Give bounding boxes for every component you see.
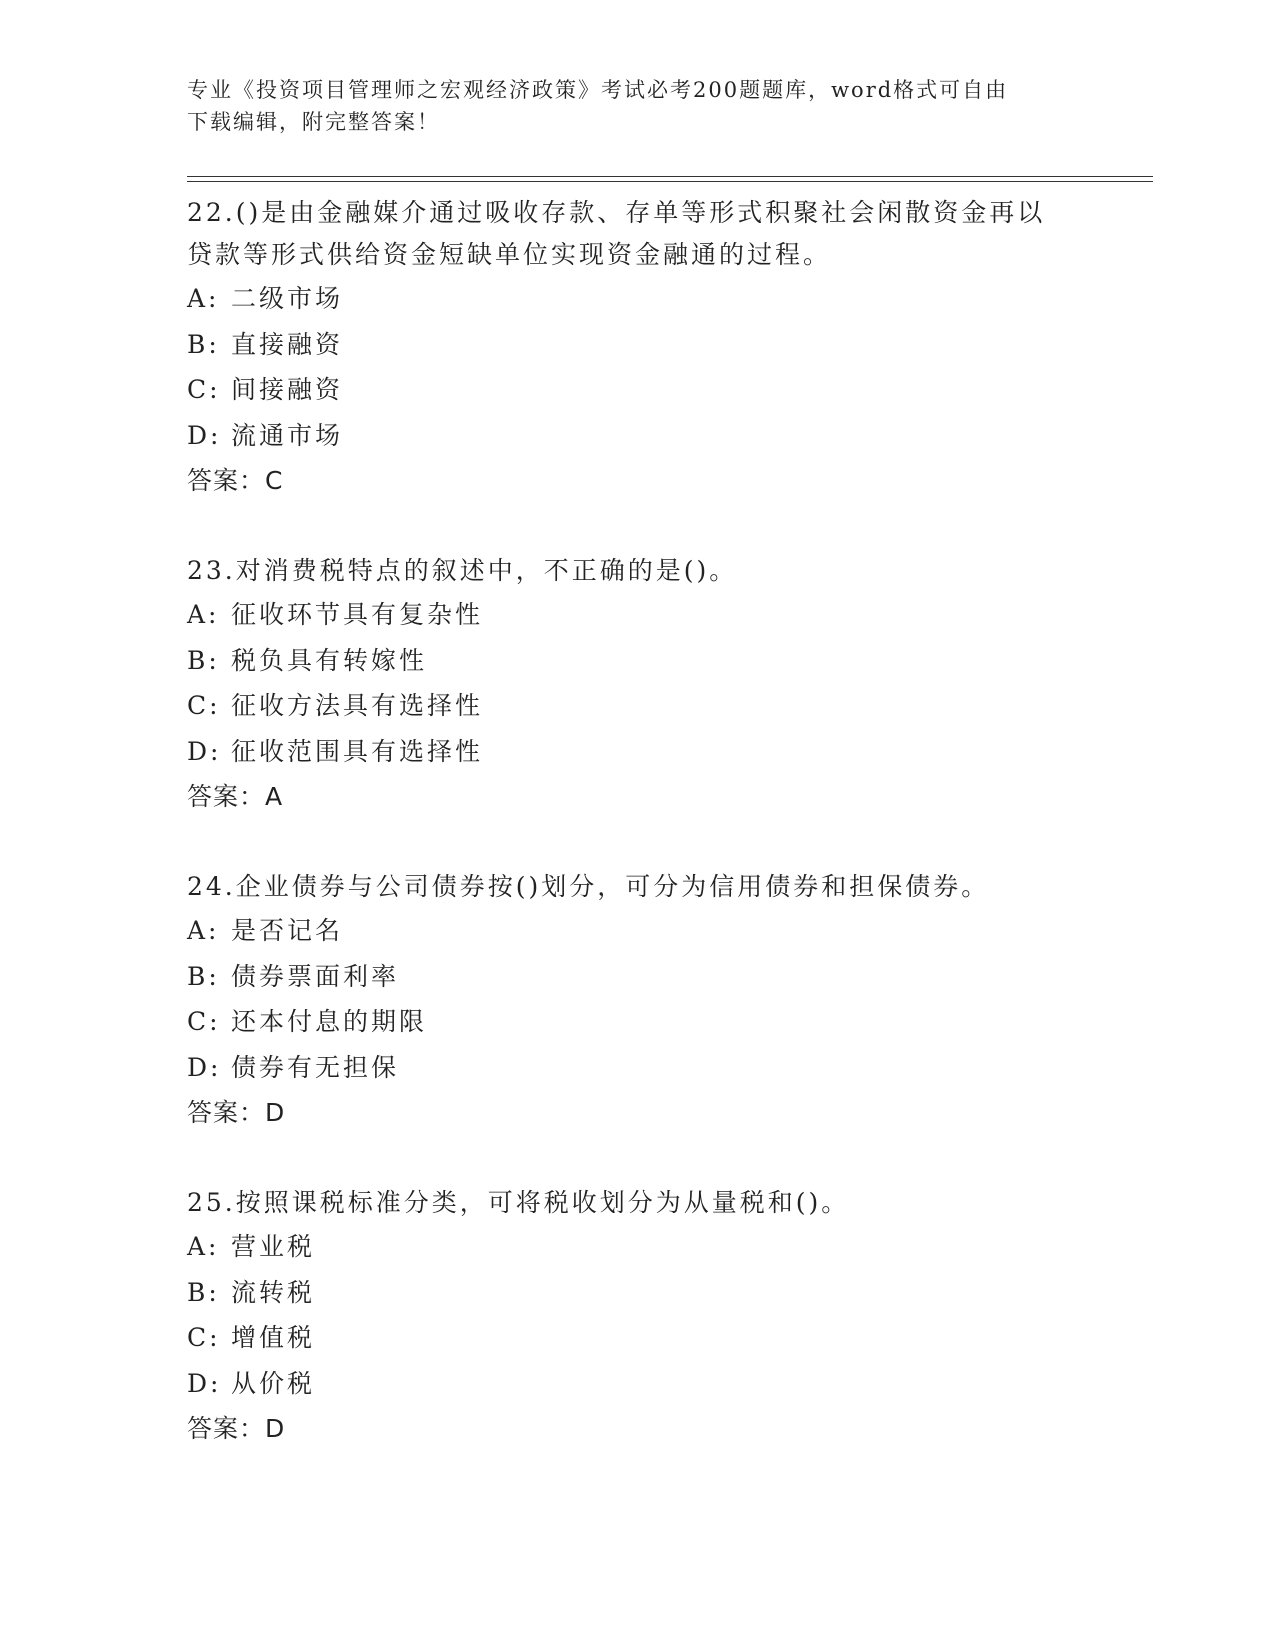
question-22: [187, 190, 1087, 503]
option-text: 间接融资: [231, 375, 344, 404]
question-spacer: [187, 819, 1087, 864]
question-list: [187, 190, 1087, 1451]
option-text: 征收范围具有选择性: [231, 736, 484, 766]
document-header: [187, 74, 1067, 138]
option-key: D:: [187, 736, 222, 766]
option-text: 债券票面利率: [231, 961, 400, 991]
answer-label: 答案：A: [187, 782, 284, 811]
option-d: [187, 413, 1087, 459]
option-b: [187, 322, 1087, 368]
option-key: A:: [187, 284, 220, 313]
option-key: C:: [187, 1323, 221, 1352]
option-a: [187, 592, 1087, 638]
option-c: [187, 1315, 1087, 1361]
question-stem-line-1: 25.按照课税标准分类，可将税收划分为从量税和()。: [187, 1188, 850, 1217]
option-b: [187, 638, 1087, 684]
option-text: 增值税: [231, 1323, 316, 1352]
option-key: B:: [187, 1277, 220, 1307]
question-stem: [187, 1180, 1087, 1224]
question-spacer: [187, 503, 1087, 548]
answer-label: 答案：D: [187, 1414, 286, 1443]
header-line-2: 下载编辑，附完整答案！: [187, 110, 440, 134]
option-key: A:: [187, 916, 220, 945]
option-text: 流通市场: [231, 420, 344, 450]
option-d: [187, 1045, 1087, 1091]
question-spacer: [187, 1135, 1087, 1180]
option-key: C:: [187, 691, 221, 720]
header-divider-top: [187, 176, 1153, 177]
option-key: B:: [187, 329, 220, 359]
option-text: 债券有无担保: [231, 1052, 400, 1082]
option-key: D:: [187, 420, 222, 450]
option-key: A:: [187, 1232, 220, 1261]
option-d: [187, 1361, 1087, 1407]
option-text: 征收环节具有复杂性: [231, 600, 484, 629]
question-stem-line-2: 贷款等形式供给资金短缺单位实现资金融通的过程。: [187, 240, 832, 269]
answer-label: 答案：D: [187, 1098, 286, 1127]
option-text: 直接融资: [231, 329, 344, 359]
option-d: [187, 729, 1087, 775]
question-stem-line-1: 23.对消费税特点的叙述中，不正确的是()。: [187, 556, 738, 585]
header-line-1: 专业《投资项目管理师之宏观经济政策》考试必考200题题库，word格式可自由: [187, 78, 1009, 102]
question-24: [187, 864, 1087, 1135]
option-key: C:: [187, 375, 221, 404]
option-text: 是否记名: [231, 916, 344, 945]
option-text: 从价税: [231, 1368, 316, 1398]
question-23: [187, 548, 1087, 819]
option-key: D:: [187, 1368, 222, 1398]
option-a: [187, 276, 1087, 322]
option-text: 税负具有转嫁性: [231, 645, 428, 675]
option-key: C:: [187, 1007, 221, 1036]
question-stem: [187, 548, 1087, 592]
option-c: [187, 999, 1087, 1045]
option-key: B:: [187, 645, 220, 675]
question-stem: [187, 190, 1087, 276]
option-key: B:: [187, 961, 220, 991]
option-text: 营业税: [231, 1232, 316, 1261]
question-stem-line-1: 22.()是由金融媒介通过吸收存款、存单等形式积聚社会闲散资金再以: [187, 198, 1046, 227]
option-c: [187, 367, 1087, 413]
question-25: [187, 1180, 1087, 1451]
question-stem: [187, 864, 1087, 908]
option-key: D:: [187, 1052, 222, 1082]
option-text: 流转税: [231, 1277, 316, 1307]
option-text: 二级市场: [231, 284, 344, 313]
option-key: A:: [187, 600, 220, 629]
option-c: [187, 683, 1087, 729]
option-b: [187, 954, 1087, 1000]
header-divider-bottom: [187, 181, 1153, 182]
option-text: 征收方法具有选择性: [231, 691, 484, 720]
option-a: [187, 1224, 1087, 1270]
question-stem-line-1: 24.企业债券与公司债券按()划分，可分为信用债券和担保债券。: [187, 872, 990, 901]
answer-label: 答案：C: [187, 466, 284, 495]
option-b: [187, 1270, 1087, 1316]
option-text: 还本付息的期限: [231, 1007, 428, 1036]
option-a: [187, 908, 1087, 954]
